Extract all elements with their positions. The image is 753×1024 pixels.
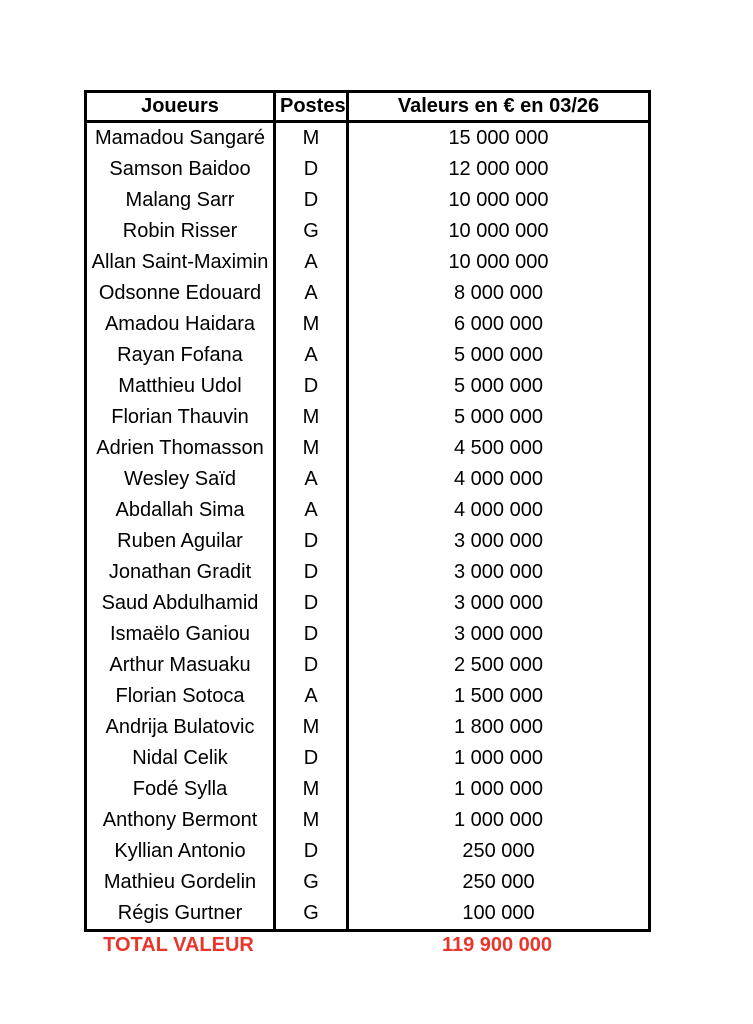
- table-row: [86, 154, 650, 185]
- value-cell: 250 000: [348, 867, 650, 898]
- value-cell: 6 000 000: [348, 309, 650, 340]
- value-cell: 5 000 000: [348, 402, 650, 433]
- position-cell: D: [275, 526, 348, 557]
- header-row: [86, 92, 650, 122]
- value-cell: 10 000 000: [348, 216, 650, 247]
- table-row: [86, 433, 650, 464]
- value-cell: 3 000 000: [348, 557, 650, 588]
- value-cell: 250 000: [348, 836, 650, 867]
- value-cell: 3 000 000: [348, 526, 650, 557]
- table-row: [86, 185, 650, 216]
- position-cell: D: [275, 650, 348, 681]
- table-row: [86, 619, 650, 650]
- position-cell: M: [275, 122, 348, 155]
- table-row: [86, 340, 650, 371]
- table-row: [86, 712, 650, 743]
- position-cell: D: [275, 836, 348, 867]
- value-cell: 3 000 000: [348, 588, 650, 619]
- value-cell: 1 800 000: [348, 712, 650, 743]
- value-cell: 4 500 000: [348, 433, 650, 464]
- table-row: [86, 774, 650, 805]
- value-cell: 10 000 000: [348, 247, 650, 278]
- table-row: [86, 867, 650, 898]
- players-value-table: [84, 90, 651, 932]
- position-cell: M: [275, 309, 348, 340]
- position-cell: A: [275, 247, 348, 278]
- player-name-cell: Florian Sotoca: [86, 681, 275, 712]
- position-cell: M: [275, 402, 348, 433]
- value-cell: 5 000 000: [348, 371, 650, 402]
- player-name-cell: Samson Baidoo: [86, 154, 275, 185]
- position-cell: D: [275, 371, 348, 402]
- header-joueurs: Joueurs: [86, 92, 275, 122]
- table-row: [86, 278, 650, 309]
- position-cell: D: [275, 743, 348, 774]
- player-name-cell: Saud Abdulhamid: [86, 588, 275, 619]
- table-row: [86, 681, 650, 712]
- position-cell: D: [275, 185, 348, 216]
- table-row: [86, 836, 650, 867]
- table-row: [86, 309, 650, 340]
- total-row: [84, 934, 648, 957]
- player-name-cell: Kyllian Antonio: [86, 836, 275, 867]
- value-cell: 12 000 000: [348, 154, 650, 185]
- table-row: [86, 526, 650, 557]
- header-postes: Postes: [275, 92, 348, 122]
- position-cell: M: [275, 774, 348, 805]
- table-header: [86, 92, 650, 122]
- position-cell: D: [275, 154, 348, 185]
- player-name-cell: Ismaëlo Ganiou: [86, 619, 275, 650]
- table-row: [86, 557, 650, 588]
- player-name-cell: Régis Gurtner: [86, 898, 275, 931]
- total-value: 119 900 000: [441, 934, 553, 956]
- player-name-cell: Anthony Bermont: [86, 805, 275, 836]
- value-cell: 1 000 000: [348, 743, 650, 774]
- position-cell: A: [275, 464, 348, 495]
- position-cell: A: [275, 278, 348, 309]
- table-row: [86, 247, 650, 278]
- player-name-cell: Fodé Sylla: [86, 774, 275, 805]
- table-row: [86, 371, 650, 402]
- position-cell: G: [275, 898, 348, 931]
- player-name-cell: Andrija Bulatovic: [86, 712, 275, 743]
- player-name-cell: Florian Thauvin: [86, 402, 275, 433]
- position-cell: M: [275, 712, 348, 743]
- value-cell: 1 500 000: [348, 681, 650, 712]
- table-row: [86, 122, 650, 155]
- player-name-cell: Nidal Celik: [86, 743, 275, 774]
- player-name-cell: Mathieu Gordelin: [86, 867, 275, 898]
- table-row: [86, 464, 650, 495]
- player-name-cell: Matthieu Udol: [86, 371, 275, 402]
- header-valeurs: Valeurs en € en 03/26: [348, 92, 650, 122]
- value-cell: 4 000 000: [348, 464, 650, 495]
- player-name-cell: Amadou Haidara: [86, 309, 275, 340]
- player-name-cell: Wesley Saïd: [86, 464, 275, 495]
- table-row: [86, 650, 650, 681]
- position-cell: D: [275, 588, 348, 619]
- total-label: TOTAL VALEUR: [103, 934, 254, 956]
- position-cell: A: [275, 495, 348, 526]
- table-row: [86, 588, 650, 619]
- position-cell: G: [275, 216, 348, 247]
- position-cell: D: [275, 557, 348, 588]
- position-cell: A: [275, 681, 348, 712]
- player-name-cell: Adrien Thomasson: [86, 433, 275, 464]
- table-body: [86, 122, 650, 931]
- player-name-cell: Jonathan Gradit: [86, 557, 275, 588]
- player-name-cell: Mamadou Sangaré: [86, 122, 275, 155]
- table-row: [86, 495, 650, 526]
- player-name-cell: Arthur Masuaku: [86, 650, 275, 681]
- player-name-cell: Odsonne Edouard: [86, 278, 275, 309]
- table-row: [86, 402, 650, 433]
- value-cell: 1 000 000: [348, 774, 650, 805]
- value-cell: 10 000 000: [348, 185, 650, 216]
- position-cell: D: [275, 619, 348, 650]
- player-name-cell: Rayan Fofana: [86, 340, 275, 371]
- player-name-cell: Malang Sarr: [86, 185, 275, 216]
- player-name-cell: Abdallah Sima: [86, 495, 275, 526]
- table-row: [86, 898, 650, 931]
- position-cell: A: [275, 340, 348, 371]
- value-cell: 5 000 000: [348, 340, 650, 371]
- value-cell: 100 000: [348, 898, 650, 931]
- table-row: [86, 743, 650, 774]
- value-cell: 15 000 000: [348, 122, 650, 155]
- value-cell: 1 000 000: [348, 805, 650, 836]
- table-row: [86, 216, 650, 247]
- player-name-cell: Ruben Aguilar: [86, 526, 275, 557]
- player-name-cell: Robin Risser: [86, 216, 275, 247]
- value-cell: 8 000 000: [348, 278, 650, 309]
- value-cell: 4 000 000: [348, 495, 650, 526]
- value-cell: 3 000 000: [348, 619, 650, 650]
- position-cell: G: [275, 867, 348, 898]
- position-cell: M: [275, 805, 348, 836]
- player-name-cell: Allan Saint-Maximin: [86, 247, 275, 278]
- position-cell: M: [275, 433, 348, 464]
- value-cell: 2 500 000: [348, 650, 650, 681]
- table-row: [86, 805, 650, 836]
